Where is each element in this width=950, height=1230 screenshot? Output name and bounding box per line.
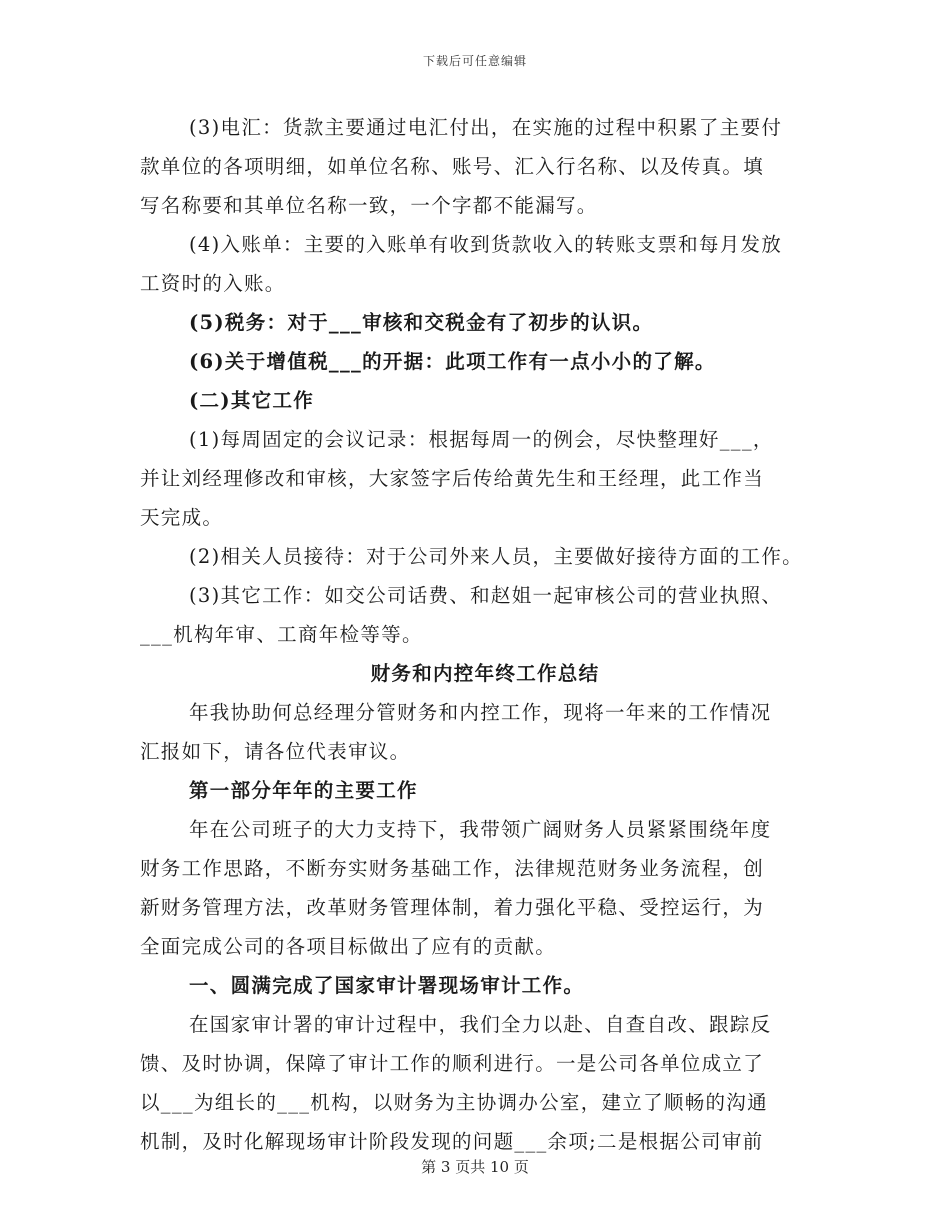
paragraph-line: 写名称要和其单位名称一致，一个字都不能漏写。 <box>140 194 598 217</box>
page-header: 下载后可任意编辑 <box>422 54 527 68</box>
document-title: 财务和内控年终工作总结 <box>370 662 600 685</box>
paragraph-line: 以___为组长的___机构，以财务为主协调办公室，建立了顺畅的沟通 <box>140 1091 768 1114</box>
paragraph-line: 机制，及时化解现场审计阶段发现的问题___余项;二是根据公司审前 <box>140 1130 764 1153</box>
paragraph-line: 在国家审计署的审计过程中，我们全力以赴、自查自改、跟踪反 <box>189 1013 772 1036</box>
paragraph-line: 工资时的入账。 <box>140 272 286 295</box>
paragraph-line: 馈、及时协调，保障了审计工作的顺利进行。一是公司各单位成立了 <box>140 1052 765 1075</box>
paragraph-line: ___机构年审、工商年检等等。 <box>140 623 423 646</box>
paragraph-line: 财务工作思路，不断夯实财务基础工作，法律规范财务业务流程，创 <box>140 857 765 880</box>
document-body <box>140 108 830 1161</box>
paragraph-line: 年我协助何总经理分管财务和内控工作，现将一年来的工作情况 <box>189 701 772 724</box>
page-footer: 第 3 页共 10 页 <box>421 1158 529 1176</box>
paragraph-line: (1)每周固定的会议记录：根据每周一的例会，尽快整理好___， <box>189 428 774 451</box>
paragraph-line: (3)电汇：货款主要通过电汇付出，在实施的过程中积累了主要付 <box>189 116 783 139</box>
paragraph-line: 全面完成公司的各项目标做出了应有的贡献。 <box>140 935 557 958</box>
bold-paragraph-line: (5)税务：对于___审核和交税金有了初步的认识。 <box>189 311 654 334</box>
paragraph-line: 汇报如下，请各位代表审议。 <box>140 740 411 763</box>
section-heading: (二)其它工作 <box>189 389 315 412</box>
paragraph-line: 并让刘经理修改和审核，大家签字后传给黄先生和王经理，此工作当 <box>140 467 765 490</box>
paragraph-line: (2)相关人员接待：对于公司外来人员，主要做好接待方面的工作。 <box>189 545 803 568</box>
paragraph-line: 新财务管理方法，改革财务管理体制，着力强化平稳、受控运行，为 <box>140 896 765 919</box>
section-heading: 第一部分年年的主要工作 <box>189 779 418 802</box>
paragraph-line: (4)入账单：主要的入账单有收到货款收入的转账支票和每月发放 <box>189 233 783 256</box>
bold-paragraph-line: (6)关于增值税___的开据：此项工作有一点小小的了解。 <box>189 350 716 373</box>
paragraph-line: (3)其它工作：如交公司话费、和赵姐一起审核公司的营业执照、 <box>189 584 783 607</box>
paragraph-line: 年在公司班子的大力支持下，我带领广阔财务人员紧紧围绕年度 <box>189 818 772 841</box>
paragraph-line: 款单位的各项明细，如单位名称、账号、汇入行名称、以及传真。填 <box>140 155 765 178</box>
section-heading: 一、圆满完成了国家审计署现场审计工作。 <box>189 974 585 997</box>
paragraph-line: 天完成。 <box>140 506 224 529</box>
